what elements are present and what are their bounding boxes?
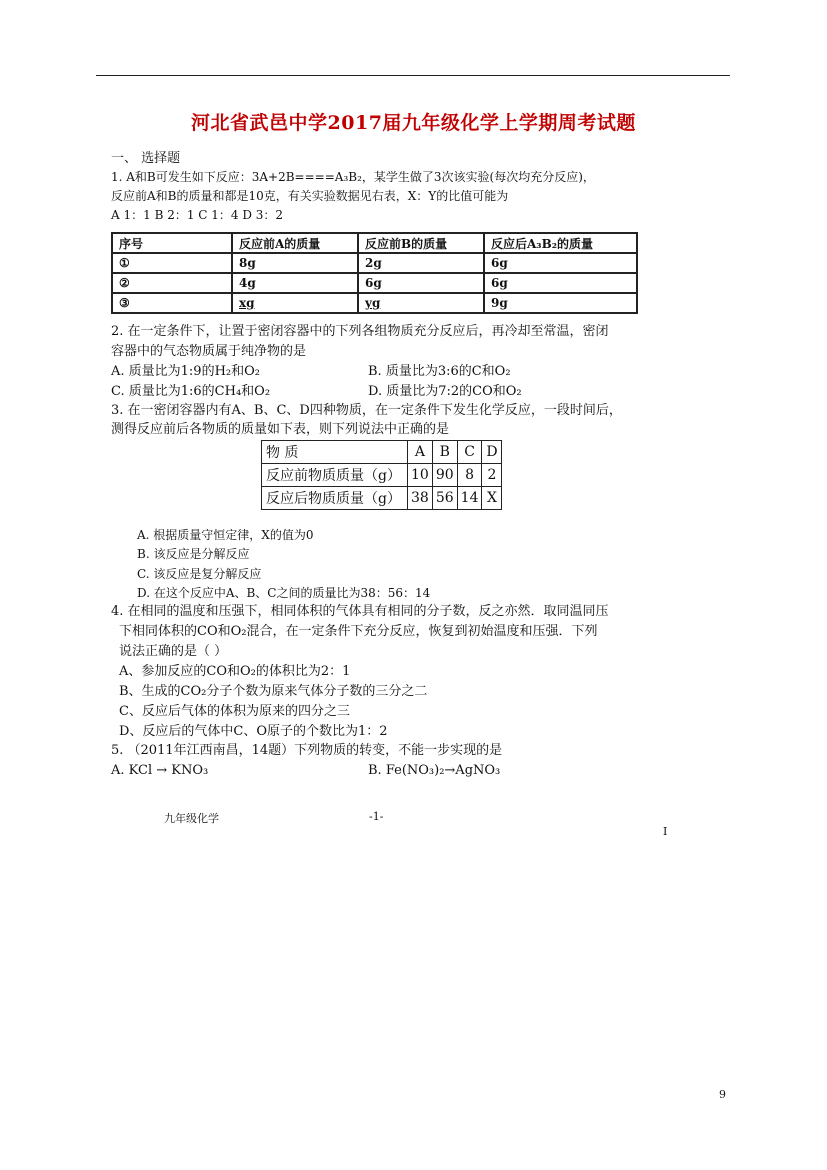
table-header-cell: A <box>408 441 433 464</box>
q4-option-b: B、生成的CO₂分子个数为原来气体分子数的三分之二 <box>119 684 428 699</box>
q5-option-b: B. Fe(NO₃)₂→AgNO₃ <box>368 763 501 778</box>
table-cell: 38 <box>408 487 433 510</box>
q3-option-a: A. 根据质量守恒定律，X的值为0 <box>137 528 314 542</box>
q4-option-a: A、参加反应的CO和O₂的体积比为2：1 <box>119 664 351 679</box>
table-cell: 4g <box>232 273 358 293</box>
q4-line1: 4. 在相同的温度和压强下，相同体积的气体具有相同的分子数，反之亦然．取同温同压 <box>111 604 609 619</box>
table-header-cell: B <box>432 441 457 464</box>
table-header-cell: C <box>457 441 482 464</box>
table-row <box>112 293 637 313</box>
q3-option-d: D. 在这个反应中A、B、C之间的质量比为38：56：14 <box>137 586 431 600</box>
q2-line2: 容器中的气态物质属于纯净物的是 <box>111 344 307 359</box>
table-header-row <box>112 233 637 253</box>
table-cell: 10 <box>408 464 433 487</box>
table-row <box>262 487 502 510</box>
q1-line1: 1. A和B可发生如下反应：3A+2B====A₃B₂，某学生做了3次该实验(每次均充分反应)， <box>111 170 595 184</box>
table-header-cell: 物 质 <box>262 441 408 464</box>
page-title: 河北省武邑中学2017届九年级化学上学期周考试题 <box>191 112 636 134</box>
q4-option-d: D、反应后的气体中C、O原子的个数比为1：2 <box>119 724 388 739</box>
q3-option-b: B. 该反应是分解反应 <box>137 547 250 561</box>
table-cell: X <box>482 487 502 510</box>
table-cell: 8g <box>232 253 358 273</box>
table-cell: 56 <box>432 487 457 510</box>
footer-page-marker: -1- <box>369 810 384 823</box>
page-number: 9 <box>719 1088 726 1101</box>
table-row <box>112 253 637 273</box>
table-header-cell: 反应前B的质量 <box>358 233 484 253</box>
table-cell: yg <box>358 293 484 313</box>
table-cell: ② <box>112 273 232 293</box>
q5-line1: 5. （2011年江西南昌，14题）下列物质的转变，不能一步实现的是 <box>111 743 503 758</box>
table-row-label: 反应前物质质量（g） <box>262 464 408 487</box>
q1-table <box>111 232 638 314</box>
header-rule <box>96 75 730 76</box>
table-header-cell: 序号 <box>112 233 232 253</box>
q3-option-c: C. 该反应是复分解反应 <box>137 567 262 581</box>
footer-subject: 九年级化学 <box>164 812 219 825</box>
table-cell: 6g <box>358 273 484 293</box>
table-row-label: 反应后物质质量（g） <box>262 487 408 510</box>
q3-line2: 测得反应前后各物质的质量如下表，则下列说法中正确的是 <box>111 422 450 437</box>
q1-options: A 1：1 B 2：1 C 1：4 D 3：2 <box>111 208 284 222</box>
table-cell: ③ <box>112 293 232 313</box>
footer-mark: I <box>663 825 668 838</box>
q2-option-c: C. 质量比为1:6的CH₄和O₂ <box>111 384 271 399</box>
table-row <box>262 464 502 487</box>
table-header-cell: D <box>482 441 502 464</box>
table-cell: ① <box>112 253 232 273</box>
q2-option-d: D. 质量比为7:2的CO和O₂ <box>368 384 522 399</box>
table-cell: 9g <box>484 293 637 313</box>
q2-option-a: A. 质量比为1:9的H₂和O₂ <box>111 364 260 379</box>
q3-table <box>261 440 502 510</box>
table-cell: 14 <box>457 487 482 510</box>
table-row <box>112 273 637 293</box>
q2-option-b: B. 质量比为3:6的C和O₂ <box>368 364 511 379</box>
table-header-cell: 反应后A₃B₂的质量 <box>484 233 637 253</box>
table-header-row <box>262 441 502 464</box>
section-heading: 一、 选择题 <box>111 151 181 166</box>
q1-line2: 反应前A和B的质量和都是10克，有关实验数据见右表，X：Y的比值可能为 <box>111 189 509 203</box>
table-cell: 2 <box>482 464 502 487</box>
table-cell: 8 <box>457 464 482 487</box>
q4-line2: 下相同体积的CO和O₂混合，在一定条件下充分反应，恢复到初始温度和压强．下列 <box>119 624 598 639</box>
table-cell: 6g <box>484 253 637 273</box>
q4-option-c: C、反应后气体的体积为原来的四分之三 <box>119 704 350 719</box>
q5-option-a: A. KCl → KNO₃ <box>111 763 209 778</box>
table-cell: xg <box>232 293 358 313</box>
table-cell: 2g <box>358 253 484 273</box>
q2-line1: 2. 在一定条件下，让置于密闭容器中的下列各组物质充分反应后，再冷却至常温，密闭 <box>111 324 609 339</box>
q3-line1: 3. 在一密闭容器内有A、B、C、D四种物质，在一定条件下发生化学反应，一段时间后， <box>111 403 622 418</box>
table-cell: 90 <box>432 464 457 487</box>
q4-line3: 说法正确的是（ ） <box>119 644 228 659</box>
table-header-cell: 反应前A的质量 <box>232 233 358 253</box>
table-cell: 6g <box>484 273 637 293</box>
